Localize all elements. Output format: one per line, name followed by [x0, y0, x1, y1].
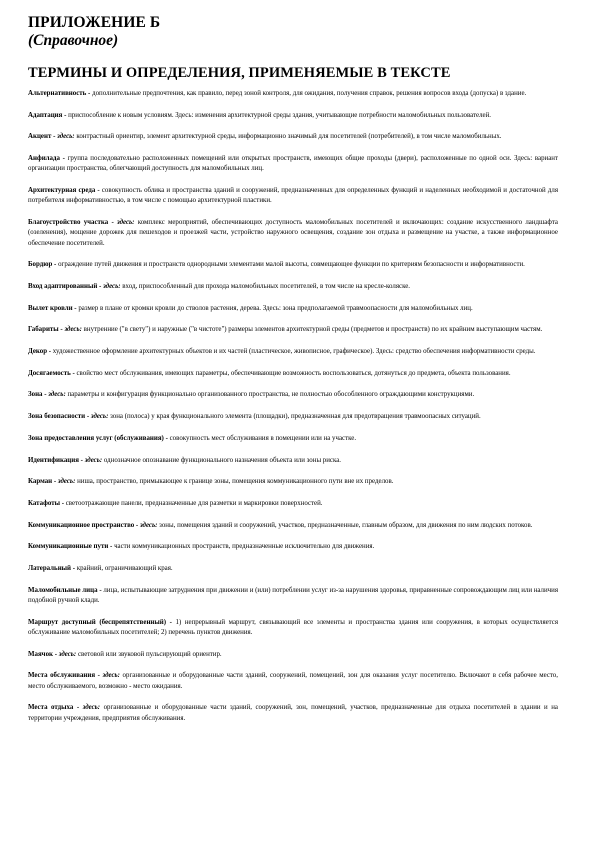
term-separator: -	[166, 618, 176, 626]
term-context-mark: здесь:	[102, 672, 120, 680]
term-entry	[28, 282, 558, 292]
term-separator: -	[97, 283, 104, 290]
appendix-subtitle: (Справочное)	[28, 32, 119, 49]
term-separator: -	[72, 304, 79, 312]
term-name: Акцент	[28, 133, 52, 141]
term-name: Адаптация	[28, 111, 63, 119]
term-separator: -	[59, 499, 66, 507]
term-definition: зоны, помещения зданий и сооружений, участков, предназначенные, главным образом, для движения по ним людских потоков.	[157, 521, 533, 529]
term-separator: -	[42, 391, 49, 399]
term-context-mark: здесь:	[82, 704, 101, 712]
term-definition: светоотражающие панели, предназначенные для разметки и маркировки поверхностей.	[65, 499, 323, 507]
term-definition: вход, приспособленный для прохода маломобильных посетителей, в том числе на кресле-коляске.	[120, 283, 411, 290]
term-context-mark: здесь:	[84, 456, 103, 464]
term-name: Места отдыха	[28, 704, 74, 712]
term-entry	[28, 325, 558, 335]
term-separator: -	[85, 413, 91, 421]
term-name: Катафоты	[28, 499, 60, 507]
term-entry	[28, 586, 558, 607]
term-definition: лица, испытывающие затруднения при движении и (или) потреблении услуг из-за нарушения здоровья, приравненные сопровождающим лиц или наличия подобной ручной клади.	[28, 586, 558, 604]
term-context-mark: здесь:	[57, 478, 76, 486]
term-entry	[28, 132, 558, 142]
document-page	[28, 14, 558, 735]
term-name: Маломобильные лица	[28, 586, 98, 594]
term-separator: -	[52, 650, 59, 658]
term-entry	[28, 477, 558, 487]
section-heading: ТЕРМИНЫ И ОПРЕДЕЛЕНИЯ, ПРИМЕНЯЕМЫЕ В ТЕКСТЕ	[28, 65, 451, 81]
term-definition: однозначное опознавание функционального назначения объекта или зоны риска.	[102, 456, 342, 464]
term-entry	[28, 304, 558, 314]
term-name: Коммуникационные пути	[28, 543, 109, 551]
term-name: Коммуникационное пространство	[28, 521, 135, 529]
term-separator: -	[134, 521, 140, 529]
term-separator: -	[70, 369, 77, 377]
term-entry	[28, 671, 558, 692]
term-name: Маршрут доступный (беспрепятственный)	[28, 618, 167, 626]
term-separator: -	[52, 261, 59, 269]
term-name: Вход адаптированный	[28, 283, 98, 290]
term-name: Зона	[28, 391, 43, 399]
term-definition: крайний, ограничивающий края.	[76, 564, 173, 572]
term-entry	[28, 521, 558, 531]
term-definition: группа последовательно расположенных помещений или открытых пространств, имеющих общие проходы (двери), расположенные по одной оси. Здесь: вариант организации пространства, облегчающий доступность для маломобильных лиц.	[28, 155, 558, 173]
term-name: Анфилада	[28, 155, 60, 163]
term-entry	[28, 369, 558, 379]
term-name: Декор	[28, 348, 48, 356]
term-definition: свойство мест обслуживания, имеющих параметры, обеспечивающие возможность воспользоваться, дотянуться до предмета, объекта пользования.	[76, 369, 511, 377]
term-entry	[28, 390, 558, 400]
term-name: Благоустройство участка	[28, 219, 109, 227]
term-separator: -	[163, 434, 170, 442]
term-definition: части коммуникационных пространств, предназначенные исключительно для движения.	[114, 543, 375, 551]
term-context-mark: здесь:	[57, 133, 75, 141]
term-definition: художественное оформление архитектурных объектов и их частей (пластическое, живописное, графическое). Здесь: средство обеспечения информативности среды.	[52, 348, 536, 356]
term-entry	[28, 456, 558, 466]
term-separator: -	[52, 478, 58, 486]
term-name: Карман	[28, 478, 53, 486]
term-definition: 1) непрерывный маршрут, связывающий все элементы и пространства здания или сооружения, в которых осуществляется обслуживание маломобильных посетителей; 2) перечень пунктов движения.	[28, 618, 559, 636]
term-separator: -	[62, 111, 69, 119]
term-entry	[28, 186, 558, 207]
term-entry	[28, 347, 558, 357]
appendix-title: ПРИЛОЖЕНИЕ Б	[28, 14, 161, 31]
term-separator: -	[78, 456, 85, 464]
term-name: Зона безопасности	[28, 413, 86, 421]
term-definition: ограждение путей движения и пространств однородными элементами малой высоты, совмещающее функции по критериям безопасности и информативности.	[58, 261, 525, 269]
term-entry	[28, 89, 558, 99]
term-name: Идентификация	[28, 456, 79, 464]
term-separator: -	[108, 219, 117, 227]
term-entry	[28, 618, 558, 639]
term-entry	[28, 542, 558, 552]
term-name: Маячок	[28, 650, 53, 658]
term-separator: -	[59, 155, 68, 163]
term-entry	[28, 412, 558, 422]
term-separator: -	[47, 348, 53, 356]
term-definition: зона (полоса) у края функционального элемента (площадки), предназначенная для предотвращения травмоопасных ситуаций.	[108, 413, 481, 421]
term-entry	[28, 154, 558, 175]
term-entry	[28, 111, 558, 121]
term-definition: комплекс мероприятий, обеспечивающих доступность маломобильных посетителей и включающих: создание искусственного ландшафта (озеленения), мощение дорожек для пешеходов и проезжей части, устройство наружного освещения, создание зон отдыха и размещение на участке, а также информационное обеспечение посетителей.	[28, 219, 558, 247]
term-separator: -	[51, 133, 58, 141]
term-name: Архитектурная среда	[28, 187, 96, 195]
term-entry	[28, 218, 558, 249]
term-separator: -	[97, 586, 104, 594]
term-context-mark: здесь:	[139, 521, 158, 529]
term-separator: -	[58, 326, 65, 334]
term-separator: -	[71, 564, 77, 572]
term-entry	[28, 703, 558, 724]
term-name: Габариты	[28, 326, 59, 334]
term-definition: приспособление к новым условиям. Здесь: изменения архитектурной среды здания, учитывающие потребности маломобильных пользователей.	[68, 111, 492, 119]
term-definition: световой или звуковой пульсирующий ориентир.	[76, 650, 222, 658]
term-name: Латеральный	[28, 564, 72, 572]
term-context-mark: здесь:	[58, 650, 77, 658]
term-separator: -	[108, 543, 115, 551]
term-name: Альтернативность	[28, 90, 87, 97]
term-context-mark: здесь:	[64, 326, 82, 334]
term-entry	[28, 260, 558, 270]
term-definition: организованные и оборудованные части зданий, сооружений, помещений, зон для оказания услуг посетителю. Включают в себя рабочее место, место обслуживаемого, возможно - место ожидания.	[28, 672, 558, 690]
term-name: Зона предоставления услуг (обслуживания)	[28, 434, 164, 442]
terms-list	[28, 89, 558, 724]
term-name: Бордюр	[28, 261, 53, 269]
term-definition: размер в плане от кромки кровли до стволов растения, дерева. Здесь: зона предполагаемой травмоопасности для маломобильных лиц.	[78, 304, 473, 312]
term-definition: совокупность облика и пространства зданий и сооружений, предназначенных для определенных функций и наделенных необходимой и достаточной для потребителя информативностью, в том числе с помощью архитектурной пластики.	[28, 187, 558, 205]
term-entry	[28, 499, 558, 509]
term-definition: внутренние ("в свету") и наружные ("в чистоте") размеры элементов архитектурной среды (предметов и пространств) по их крайним выступающим частям.	[81, 326, 543, 334]
term-definition: параметры и конфигурация функционально организованного пространства, не полностью обособленного ограждающими конструкциями.	[65, 391, 475, 399]
term-definition: совокупность мест обслуживания в помещении или на участке.	[169, 434, 357, 442]
term-separator: -	[86, 90, 93, 97]
term-definition: контрастный ориентир, элемент архитектурной среды, информационно значимый для посетителей (потребителей), в том числе маломобильных.	[74, 133, 502, 141]
term-name: Вылет кровли	[28, 304, 73, 312]
term-entry	[28, 434, 558, 444]
term-context-mark: здесь:	[116, 219, 135, 227]
term-context-mark: здесь:	[103, 283, 121, 290]
term-definition: ниша, пространство, примыкающее к границе зоны, помещения коммуникационного пути вне их пределов.	[75, 478, 394, 486]
term-entry	[28, 564, 558, 574]
term-context-mark: здесь:	[48, 391, 66, 399]
term-separator: -	[95, 187, 102, 195]
term-separator: -	[73, 704, 83, 712]
term-context-mark: здесь:	[90, 413, 109, 421]
term-definition: дополнительные предпочтения, как правило, перед зоной контроля, для ожидания, получения справок, решения вопросов входа (допуска) в здание.	[92, 90, 527, 97]
term-entry	[28, 650, 558, 660]
term-separator: -	[95, 672, 103, 680]
term-name: Досягаемость	[28, 369, 71, 377]
term-name: Места обслуживания	[28, 672, 96, 680]
term-definition: организованные и оборудованные части зданий, сооружений, зон, помещений, участков, предназначенные для отдыха посетителей в здании и на территории учреждения, предприятия обслуживания.	[28, 704, 558, 722]
